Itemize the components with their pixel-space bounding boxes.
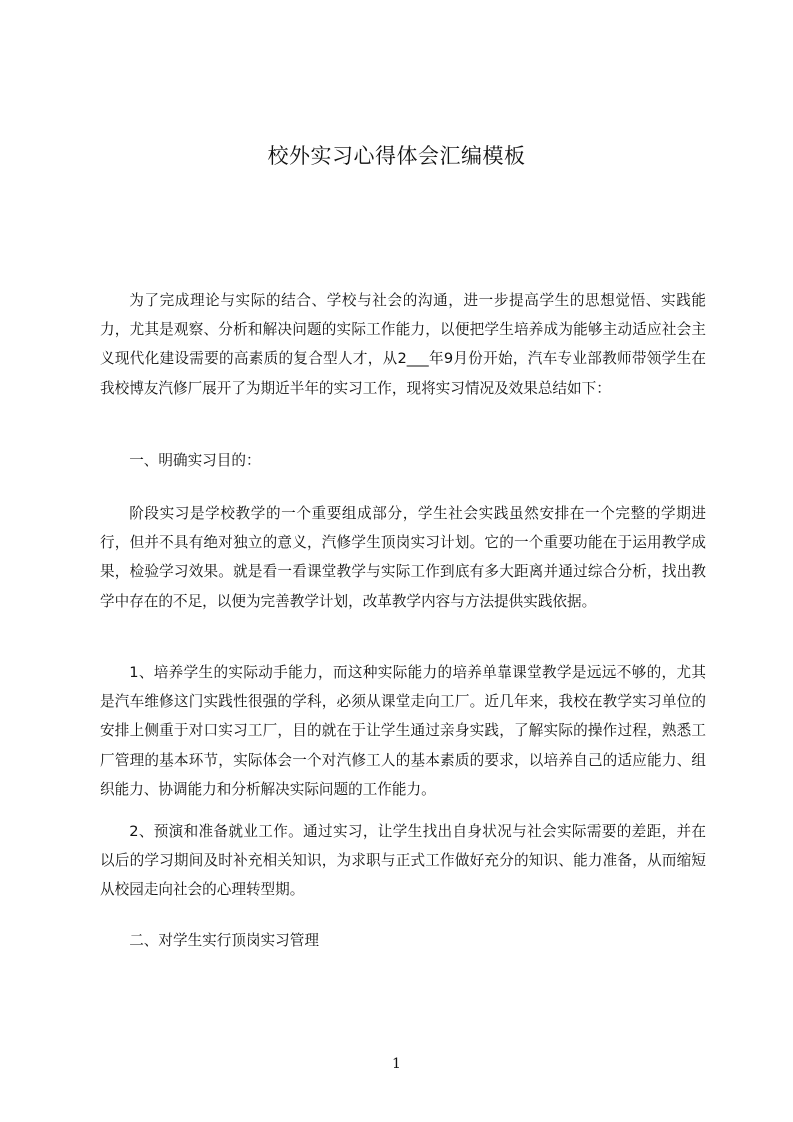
section-1-paragraph: 阶段实习是学校教学的一个重要组成部分，学生社会实践虽然安排在一个完整的学期进行，但并不具有绝对独立的意义，汽修学生顶岗实习计划。它的一个重要功能在于运用教学成果，检验学习效果。就是看一看课堂教学与实际工作到底有多大距离并通过综合分析，找出教学中存在的不足，以便为完善教学计划，改革教学内容与方法提供实践依据。 <box>100 505 706 610</box>
point-1-paragraph: 1、培养学生的实际动手能力，而这种实际能力的培养单靠课堂教学是远远不够的，尤其是汽车维修这门实践性很强的学科，必须从课堂走向工厂。近几年来，我校在教学实习单位的安排上侧重于对口实习工厂，目的就在于让学生通过亲身实践，了解实际的操作过程，熟悉工厂管理的基本环节，实际体会一个对汽修工人的基本素质的要求，以培养自己的适应能力、组织能力、协调能力和分析解决实际问题的工作能力。 <box>100 664 706 798</box>
intro-paragraph: 为了完成理论与实际的结合、学校与社会的沟通，进一步提高学生的思想觉悟、实践能力，尤其是观察、分析和解决问题的实际工作能力，以便把学生培养成为能够主动适应社会主义现代化建设需要的高素质的复合型人才，从2___年9月份开始，汽车专业部教师带领学生在我校博友汽修厂展开了为期近半年的实习工作，现将实习情况及效果总结如下： <box>100 292 706 397</box>
section-1-heading: 一、明确实习目的： <box>129 452 261 469</box>
point-2-paragraph: 2、预演和准备就业工作。通过实习，让学生找出自身状况与社会实际需要的差距，并在以后的学习期间及时补充相关知识，为求职与正式工作做好充分的知识、能力准备，从而缩短从校园走向社会的心理转型期。 <box>100 823 706 899</box>
page-number: 1 <box>392 1056 401 1072</box>
section-2-heading: 二、对学生实行顶岗实习管理 <box>129 932 319 949</box>
document-title: 校外实习心得体会汇编模板 <box>267 144 526 168</box>
